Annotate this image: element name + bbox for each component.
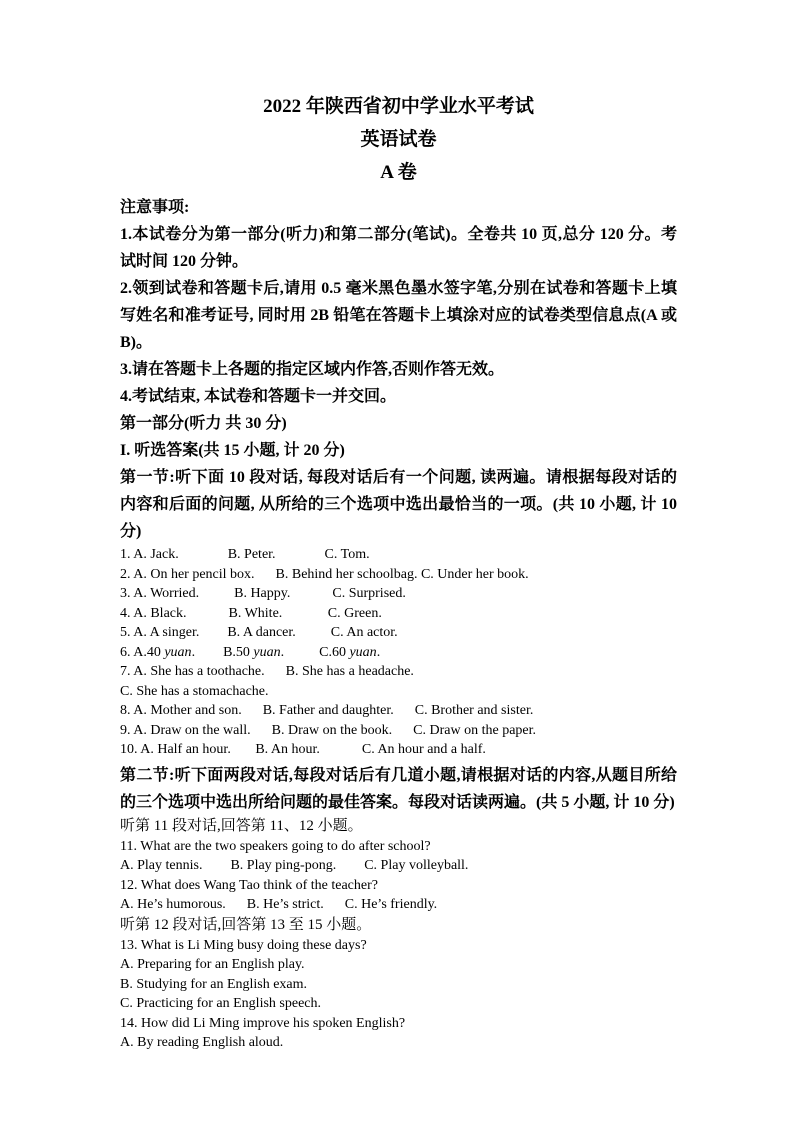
listening-questions-1-10 <box>120 545 677 760</box>
notice-section <box>120 194 677 410</box>
node1-instructions: 第一节:听下面 10 段对话, 每段对话后有一个问题, 读两遍。请根据每段对话的内容和后面的问题, 从所给的三个选项中选出最恰当的一项。(共 10 小题, 计 10 分) <box>120 469 677 540</box>
question-line-2: 2. A. On her pencil box. B. Behind her schoolbag. C. Under her book. <box>120 566 529 582</box>
question-line-3: 3. A. Worried. B. Happy. C. Surprised. <box>120 586 406 601</box>
q6-segment-1: 6. A.40 <box>120 644 165 660</box>
exam-title: 2022 年陕西省初中学业水平考试 <box>263 96 534 117</box>
question-line-7: 7. A. She has a toothache. B. She has a headache. <box>120 664 414 679</box>
exam-subtitle: 英语试卷 <box>360 129 437 150</box>
notice-item-2: 2.领到试卷和答题卡后,请用 0.5 毫米黑色墨水签字笔,分别在试卷和答题卡上填写姓名和准考证号, 同时用 2B 铅笔在答题卡上填涂对应的试卷类型信息点(A 或 B)。 <box>120 280 677 351</box>
question-line-5: 5. A. A singer. B. A dancer. C. An actor. <box>120 625 398 640</box>
q6-yuan-italic-3: yuan <box>349 644 377 660</box>
question-7-option-c: C. She has a stomachache. <box>120 683 269 699</box>
question-12: 12. What does Wang Tao think of the teacher? <box>120 877 378 893</box>
question-13: 13. What is Li Ming busy doing these days? <box>120 937 367 953</box>
question-line-4: 4. A. Black. B. White. C. Green. <box>120 605 382 621</box>
question-14: 14. How did Li Ming improve his spoken English? <box>120 1015 406 1031</box>
part1-heading: 第一部分(听力 共 30 分) <box>120 415 287 432</box>
part1-section <box>120 410 677 545</box>
question-13-option-a: A. Preparing for an English play. <box>120 957 305 972</box>
q6-yuan-italic-1: yuan <box>164 644 192 660</box>
notice-heading: 注意事项: <box>120 199 190 216</box>
listen-dialog-12-prompt: 听第 12 段对话,回答第 13 至 15 小题。 <box>120 916 372 933</box>
q6-segment-3: . C.60 <box>280 644 350 660</box>
notice-item-4: 4.考试结束, 本试卷和答题卡一并交回。 <box>120 388 397 405</box>
question-13-option-c: C. Practicing for an English speech. <box>120 996 322 1011</box>
question-11-options: A. Play tennis. B. Play ping-pong. C. Play volleyball. <box>120 858 469 873</box>
q6-segment-4: . <box>376 644 381 660</box>
q6-segment-2: . B.50 <box>191 644 254 660</box>
notice-item-3: 3.请在答题卡上各题的指定区域内作答,否则作答无效。 <box>120 361 505 378</box>
section-i-heading: I. 听选答案(共 15 小题, 计 20 分) <box>120 442 345 459</box>
question-line-8: 8. A. Mother and son. B. Father and daughter. C. Brother and sister. <box>120 703 534 718</box>
question-13-option-b: B. Studying for an English exam. <box>120 976 308 992</box>
question-line-6 <box>120 643 677 663</box>
question-11: 11. What are the two speakers going to do after school? <box>120 838 431 854</box>
question-line-9: 9. A. Draw on the wall. B. Draw on the book. C. Draw on the paper. <box>120 722 537 738</box>
notice-item-1: 1.本试卷分为第一部分(听力)和第二部分(笔试)。全卷共 10 页,总分 120 分。考试时间 120 分钟。 <box>120 226 677 270</box>
node2-instructions: 第二节:听下面两段对话,每段对话后有几道小题,请根据对话的内容,从题目所给的三个选项中选出所给问题的最佳答案。每段对话读两遍。(共 5 小题, 计 10 分) <box>120 766 677 811</box>
exam-volume-label: A 卷 <box>380 162 417 183</box>
q6-yuan-italic-2: yuan <box>253 644 281 660</box>
question-line-10: 10. A. Half an hour. B. An hour. C. An hour and a half. <box>120 742 486 757</box>
question-12-options: A. He’s humorous. B. He’s strict. C. He’s friendly. <box>120 897 438 912</box>
listening-section-2 <box>120 762 677 1053</box>
question-line-1: 1. A. Jack. B. Peter. C. Tom. <box>120 547 370 562</box>
question-14-option-a: A. By reading English aloud. <box>120 1035 284 1050</box>
listen-dialog-11-prompt: 听第 11 段对话,回答第 11、12 小题。 <box>120 817 363 834</box>
